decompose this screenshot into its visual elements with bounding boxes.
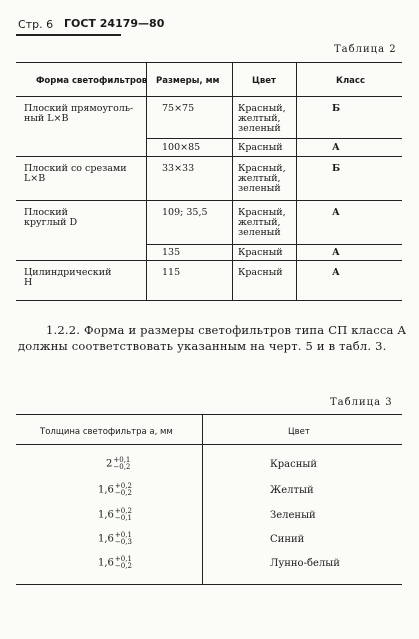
table-row-color: Красный: [270, 459, 317, 470]
table-row-color: Красный, желтый, зеленый: [238, 103, 286, 134]
table-row-shape: Плоский прямоуголь-ный L×B: [24, 103, 134, 124]
table-row-class: А: [332, 207, 340, 218]
table-row-color: Красный: [238, 142, 283, 153]
table-row-color: Синий: [270, 534, 305, 545]
paragraph-line-2: должны соответствовать указанным на черт. 5 и в табл. 3.: [18, 339, 387, 353]
table-row-thickness: 1,6 +0,1 −0,3: [98, 531, 132, 546]
table-row-class: Б: [332, 103, 341, 114]
table2-col-class: Класс: [336, 76, 365, 86]
table2-col-shape: Форма светофильтров: [36, 76, 148, 86]
table-row-class: А: [332, 247, 340, 258]
header-rule: [16, 34, 121, 36]
table3-caption: Таблица 3: [330, 397, 393, 408]
table-row-shape: Цилиндрический H: [24, 267, 112, 288]
table-row-thickness: 2 +0,1 −0,2: [106, 456, 131, 471]
table-row-color: Красный, желтый, зеленый: [238, 163, 286, 194]
table2-col-color: Цвет: [252, 76, 276, 86]
table3-col-color: Цвет: [288, 427, 310, 437]
table-row-size: 33×33: [162, 163, 195, 174]
table2-col-size: Размеры, мм: [156, 76, 220, 86]
table-row-class: Б: [332, 163, 341, 174]
table-row-size: 109; 35,5: [162, 207, 208, 218]
table-row-color: Лунно-белый: [270, 558, 340, 569]
table-row-color: Зеленый: [270, 510, 316, 521]
table-row-color: Красный, желтый, зеленый: [238, 207, 286, 238]
table-row-class: А: [332, 142, 340, 153]
table-row-thickness: 1,6 +0,2 −0,2: [98, 482, 132, 497]
table-row-shape: Плоский круглый D: [24, 207, 78, 228]
page-number: Стр. 6: [18, 18, 54, 31]
table-row-size: 100×85: [162, 142, 201, 153]
paragraph-line-1: 1.2.2. Форма и размеры светофильтров типа СП класса А: [46, 323, 407, 337]
standard-number: ГОСТ 24179—80: [64, 17, 165, 30]
table-row-shape: Плоский со срезами L×B: [24, 163, 127, 184]
table-row-thickness: 1,6 +0,2 −0,1: [98, 507, 132, 522]
table3-col-thickness: Толщина светофильтра a, мм: [40, 427, 173, 437]
table-row-color: Красный: [238, 247, 283, 258]
table-row-size: 135: [162, 247, 181, 258]
table-row-color: Желтый: [270, 485, 314, 496]
table2-caption: Таблица 2: [334, 44, 397, 55]
table-row-class: А: [332, 267, 340, 278]
table-row-thickness: 1,6 +0,1 −0,2: [98, 555, 132, 570]
table-row-size: 75×75: [162, 103, 195, 114]
table-row-color: Красный: [238, 267, 283, 278]
table-row-size: 115: [162, 267, 181, 278]
